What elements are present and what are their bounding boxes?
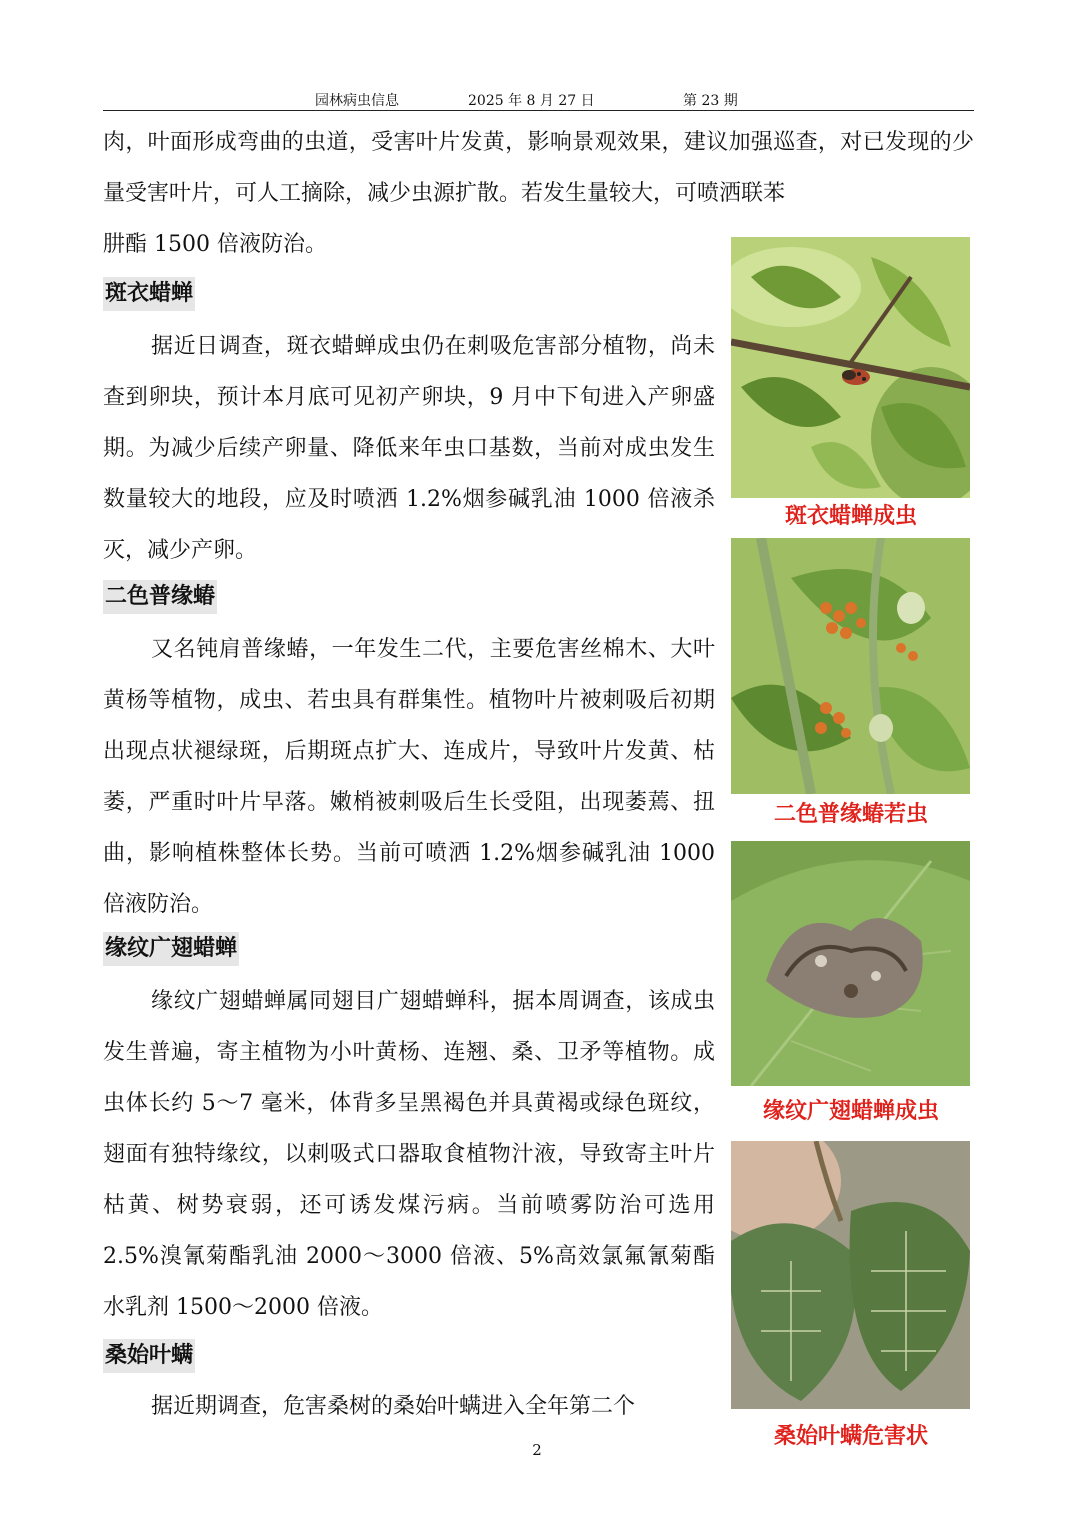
caption-mulberry-mite-damage: 桑始叶螨危害状 — [773, 1424, 928, 1449]
section-body-ricaniid-planthopper: 缘纹广翅蜡蝉属同翅目广翅蜡蝉科，据本周调查，该成虫发生普遍，寄主植物为小叶黄杨、连翘、桑、卫矛等植物。成虫体长约 5～7 毫米，体背多呈黑褐色并具黄褐或绿色斑纹，翅面有独特缘纹，以刺吸式口器取食植物汁液，导致寄主叶片枯黄、树势衰弱，还可诱发煤污病。当前喷雾防治可选用 2.5%溴氰菊酯乳油 2000～3000 倍液、5%高效氯氟氰菊酯水乳剂 1500～2000 倍液。 — [103, 989, 715, 1320]
section-heading-mulberry-mite: 桑始叶螨 — [103, 1339, 195, 1373]
section-heading-bicolor-bug: 二色普缘蝽 — [103, 580, 217, 614]
photo-spotted-lanternfly-adult — [731, 237, 970, 498]
section-body-mulberry-mite: 据近期调查，危害桑树的桑始叶螨进入全年第二个 — [151, 1394, 636, 1419]
header-publication: 园林病虫信息 — [315, 93, 399, 109]
section-body-spotted-lanternfly: 据近日调查，斑衣蜡蝉成虫仍在刺吸危害部分植物，尚未查到卵块，预计本月底可见初产卵块，9 月中下旬进入产卵盛期。为减少后续产卵量、降低来年虫口基数，当前对成虫发生数量较大的地段，应及时喷洒 1.2%烟参碱乳油 1000 倍液杀灭，减少产卵。 — [103, 334, 715, 563]
continued-paragraph-tail: 肼酯 1500 倍液防治。 — [103, 232, 327, 257]
continued-paragraph: 肉，叶面形成弯曲的虫道，受害叶片发黄，影响景观效果，建议加强巡查，对已发现的少量受害叶片，可人工摘除，减少虫源扩散。若发生量较大，可喷洒联苯 — [103, 130, 974, 206]
caption-spotted-lanternfly-adult: 斑衣蜡蝉成虫 — [784, 504, 917, 529]
section-body-bicolor-bug: 又名钝肩普缘蝽，一年发生二代，主要危害丝棉木、大叶黄杨等植物，成虫、若虫具有群集性。植物叶片被刺吸后初期出现点状褪绿斑，后期斑点扩大、连成片，导致叶片发黄、枯萎，严重时叶片早落。嫩梢被刺吸后生长受阻，出现萎蔫、扭曲，影响植株整体长势。当前可喷洒 1.2%烟参碱乳油 1000 倍液防治。 — [103, 637, 715, 917]
section-heading-ricaniid-planthopper: 缘纹广翅蜡蝉 — [103, 932, 239, 966]
caption-ricaniid-planthopper-adult: 缘纹广翅蜡蝉成虫 — [762, 1099, 939, 1124]
running-header — [103, 88, 974, 111]
photo-mulberry-mite-damage — [731, 1141, 970, 1409]
photo-ricaniid-planthopper-adult — [731, 841, 970, 1086]
header-issue: 第 23 期 — [683, 93, 738, 109]
section-heading-spotted-lanternfly: 斑衣蜡蝉 — [103, 277, 195, 311]
caption-bicolor-bug-nymphs: 二色普缘蝽若虫 — [773, 802, 928, 827]
page-number: 2 — [532, 1441, 542, 1459]
header-date: 2025 年 8 月 27 日 — [468, 93, 595, 109]
photo-bicolor-bug-nymphs — [731, 538, 970, 794]
